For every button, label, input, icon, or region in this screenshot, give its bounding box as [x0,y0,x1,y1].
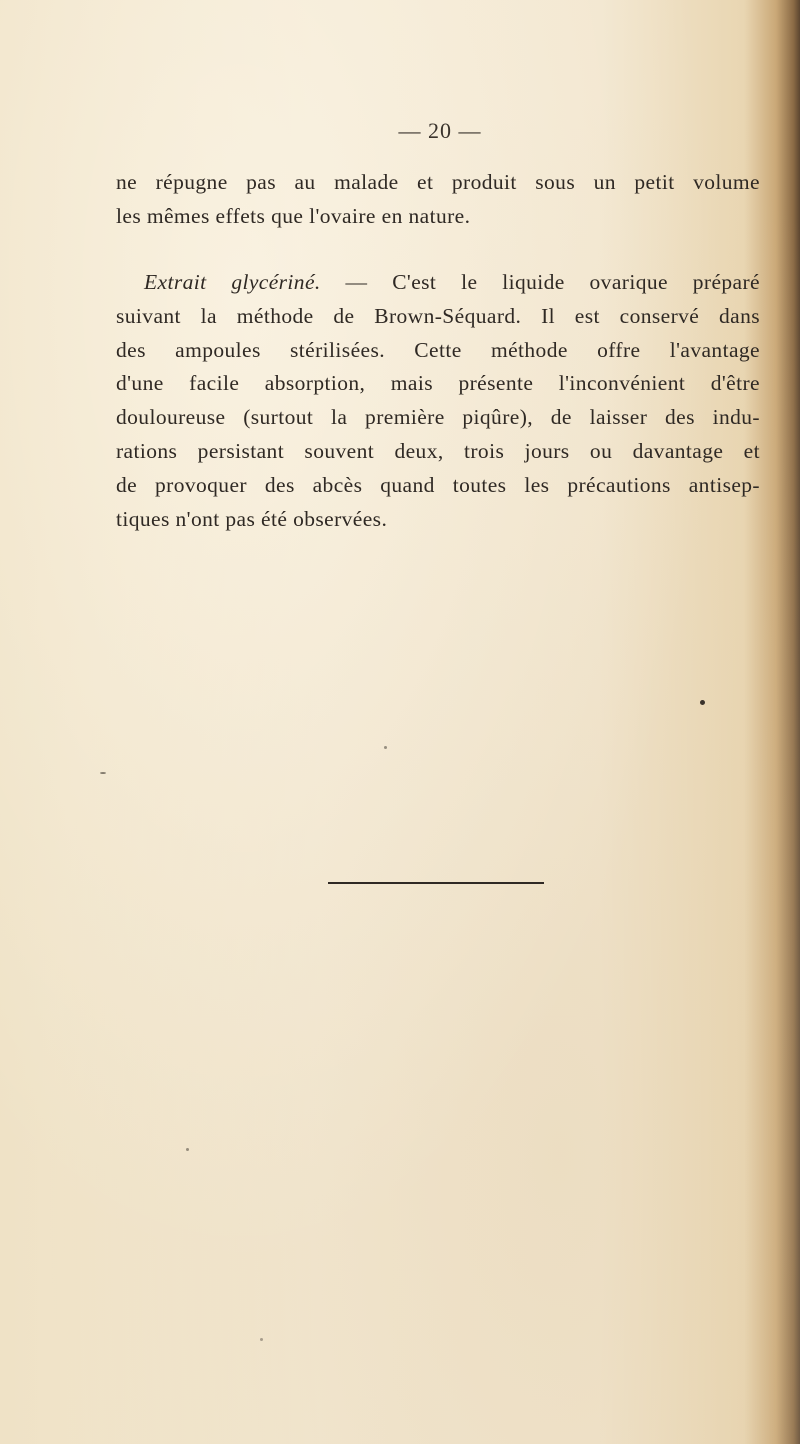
paragraph-2-line: d'une facile absorption, mais présente l'inconvénient d'être [116,371,760,396]
paragraph-2-line: rations persistant souvent deux, trois jours ou davantage et [116,438,760,463]
page-number: — 20 — [398,118,482,143]
separator-rule [328,882,544,884]
ink-speck [700,700,705,705]
paragraph-2-lead-line [116,266,760,300]
paragraph-1-line: les mêmes effets que l'ovaire en nature. [116,203,471,228]
ink-speck [186,1148,189,1151]
paragraph-2-line: tiques n'ont pas été observées. [116,506,388,531]
paragraph-2-line: douloureuse (surtout la première piqûre), de laisser des indu- [116,405,760,430]
paragraph-1 [116,166,760,234]
paragraph-1-line: ne répugne pas au malade et produit sous un petit volume [116,170,760,194]
paragraph-2-line: suivant la méthode de Brown-Séquard. Il est conservé dans [116,303,760,328]
ink-speck [260,1338,263,1341]
paragraph-2 [116,266,760,536]
ink-speck [384,746,387,749]
paragraph-2-line: de provoquer des abcès quand toutes les précautions antisep- [116,472,760,497]
paragraph-2-line: des ampoules stérilisées. Cette méthode offre l'avantage [116,337,760,362]
ink-speck [100,772,106,774]
section-heading-italic: Extrait glycériné. [144,270,321,294]
paragraph-2-lead-text: — C'est le liquide ovarique préparé [320,270,760,294]
